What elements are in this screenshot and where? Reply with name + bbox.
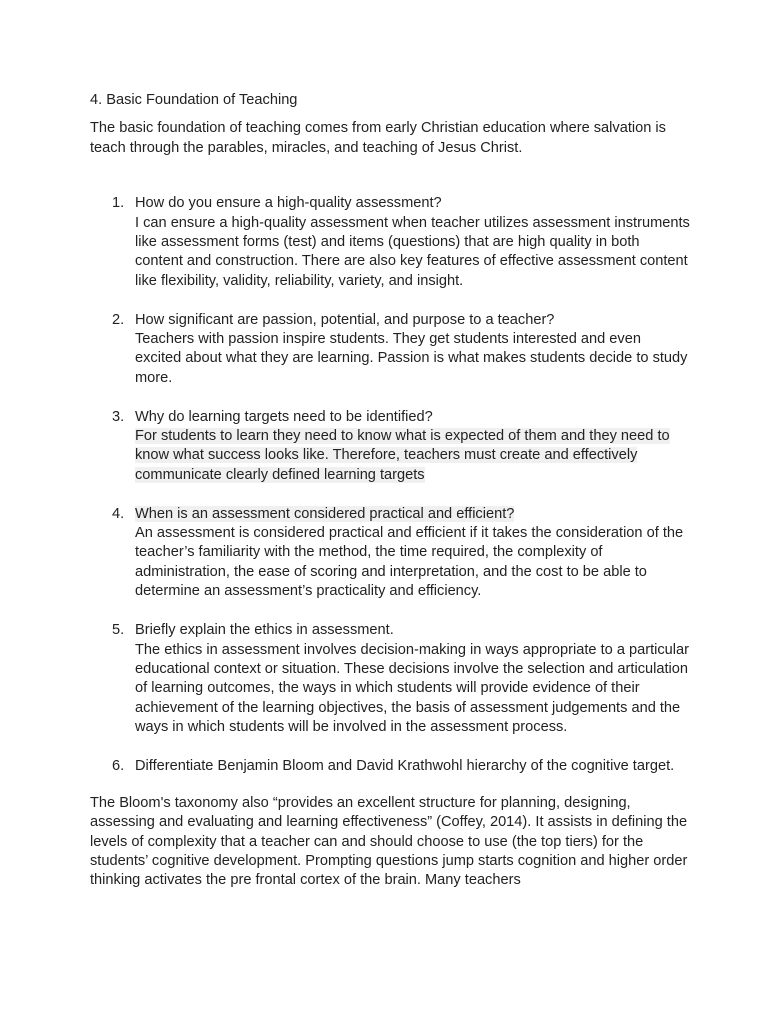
highlighted-answer: For students to learn they need to know what is expected of them and they need to know what success looks like. Therefore, teachers must create and effectively communicate clearly defined learning targets bbox=[135, 428, 670, 483]
list-item bbox=[90, 311, 690, 389]
answer-text: An assessment is considered practical and efficient if it takes the consideration of the teacher’s familiarity with the method, the time required, the complexity of administration, the ease of scoring and interpretation, and the cost to be able to determine an assessment’s practicality and efficiency. bbox=[135, 525, 684, 600]
question-text: How significant are passion, potential, and purpose to a teacher? bbox=[135, 311, 555, 328]
list-item bbox=[90, 194, 690, 291]
answer-text: The ethics in assessment involves decision-making in ways appropriate to a particular educational context or situation. These decisions involve the selection and articulation of learning outcomes, the ways in which students will provide evidence of their achievement of the learning objectives, the basis of assessment judgements and the ways in which students will be involved in the assessment process. bbox=[135, 641, 690, 736]
item-number: 2. bbox=[112, 311, 125, 328]
answer-text: I can ensure a high-quality assessment when teacher utilizes assessment instruments like assessment forms (test) and items (questions) that are high quality in both content and construction. There are also key features of effective assessment content like flexibility, validity, reliability, variety, and insight. bbox=[135, 214, 690, 289]
list-item bbox=[90, 621, 690, 737]
section-heading: 4. Basic Foundation of Teaching bbox=[90, 92, 298, 108]
list-item bbox=[90, 505, 690, 602]
item-number: 1. bbox=[112, 195, 125, 212]
highlighted-question: When is an assessment considered practical and efficient? bbox=[135, 505, 515, 522]
question-text: Briefly explain the ethics in assessment. bbox=[135, 622, 394, 639]
list-item bbox=[90, 757, 690, 776]
question-text-highlighted bbox=[135, 505, 690, 524]
answer-text-highlighted bbox=[135, 427, 690, 485]
item-number: 6. bbox=[112, 757, 125, 774]
question-text: Why do learning targets need to be identified? bbox=[135, 408, 433, 425]
question-text: Differentiate Benjamin Bloom and David Krathwohl hierarchy of the cognitive target. bbox=[135, 757, 675, 774]
item-number: 3. bbox=[112, 408, 125, 425]
document-page bbox=[90, 91, 690, 891]
question-text: How do you ensure a high-quality assessment? bbox=[135, 195, 442, 212]
item-number: 4. bbox=[112, 505, 125, 522]
item-number: 5. bbox=[112, 622, 125, 639]
question-list bbox=[90, 194, 690, 776]
intro-paragraph: The basic foundation of teaching comes from early Christian education where salvation is teach through the parables, miracles, and teaching of Jesus Christ. bbox=[90, 120, 666, 156]
closing-paragraph: The Bloom's taxonomy also “provides an excellent structure for planning, designing, assessing and evaluating and learning effectiveness” (Coffey, 2014). It assists in defining the levels of complexity that a teacher can and should choose to use (the top tiers) for the students’ cognitive development. Prompting questions jump starts cognition and higher order thinking activates the pre frontal cortex of the brain. Many teachers bbox=[90, 794, 688, 889]
answer-text: Teachers with passion inspire students. They get students interested and even excited about what they are learning. Passion is what makes students decide to study more. bbox=[135, 331, 688, 386]
list-item bbox=[90, 408, 690, 486]
